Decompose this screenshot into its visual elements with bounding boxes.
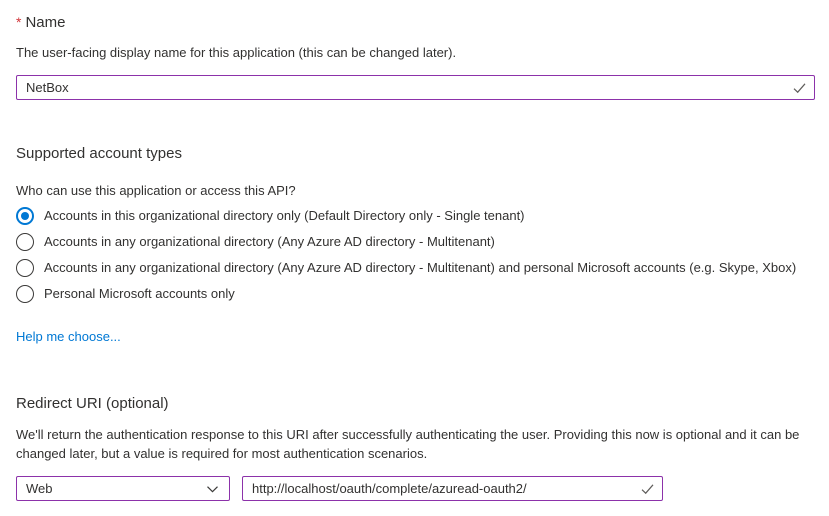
radio-option-single-tenant[interactable] bbox=[16, 203, 815, 229]
redirect-uri-description: We'll return the authentication response to this URI after successfully authenticating the user. Providing this now is optional and it can be changed later, but a value is required for most authentication scenarios. bbox=[16, 427, 800, 461]
radio-option-label: Personal Microsoft accounts only bbox=[44, 286, 235, 301]
radio-option-multitenant[interactable] bbox=[16, 229, 815, 255]
account-type-radio-group bbox=[16, 203, 815, 307]
account-types-question: Who can use this application or access this API? bbox=[16, 183, 296, 198]
name-input[interactable] bbox=[16, 75, 815, 100]
name-input-wrap bbox=[16, 75, 815, 100]
required-asterisk: * bbox=[16, 14, 22, 30]
redirect-uri-input-wrap bbox=[242, 476, 663, 501]
name-description: The user-facing display name for this application (this can be changed later). bbox=[16, 45, 457, 60]
account-types-title: Supported account types bbox=[16, 145, 182, 162]
redirect-uri-row bbox=[16, 476, 815, 501]
help-me-choose-link[interactable]: Help me choose... bbox=[16, 329, 121, 344]
radio-button-icon bbox=[16, 259, 34, 277]
platform-select-dropdown[interactable] bbox=[16, 476, 230, 501]
radio-option-label: Accounts in any organizational directory (Any Azure AD directory - Multitenant) bbox=[44, 234, 495, 249]
radio-option-label: Accounts in any organizational directory (Any Azure AD directory - Multitenant) and personal Microsoft accounts (e.g. Skype, Xbox) bbox=[44, 260, 797, 275]
platform-selected-value: Web bbox=[26, 481, 53, 496]
radio-button-icon bbox=[16, 207, 34, 225]
redirect-uri-title: Redirect URI (optional) bbox=[16, 395, 169, 412]
redirect-uri-input[interactable] bbox=[242, 476, 663, 501]
radio-option-label: Accounts in this organizational directory only (Default Directory only - Single tenant) bbox=[44, 208, 525, 223]
radio-button-icon bbox=[16, 233, 34, 251]
chevron-down-icon bbox=[205, 481, 220, 496]
name-title-label: Name bbox=[25, 14, 66, 31]
radio-button-icon bbox=[16, 285, 34, 303]
radio-option-multitenant-personal[interactable] bbox=[16, 255, 815, 281]
name-section-title bbox=[16, 12, 815, 33]
radio-option-personal-only[interactable] bbox=[16, 281, 815, 307]
